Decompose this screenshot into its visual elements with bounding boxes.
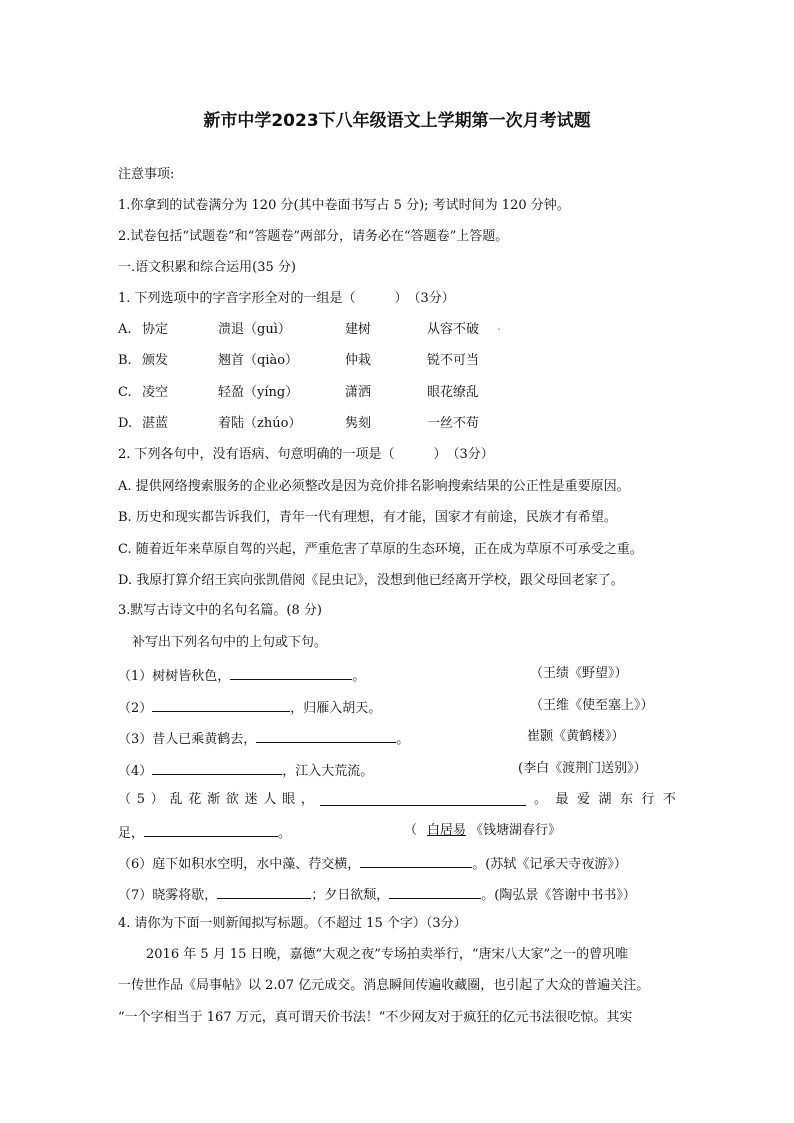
q1-option-word: 溃退（guì） xyxy=(218,322,291,337)
q1-option-word: 建树 xyxy=(345,322,372,337)
q3-source-1: （王绩《野望》） xyxy=(530,666,628,681)
line-text: 。(陶弘景《答谢中书书》） xyxy=(481,888,636,903)
line-text: （4） xyxy=(118,764,153,779)
q3-line-4 xyxy=(118,760,373,781)
q1-option-word: 潇洒 xyxy=(345,385,372,400)
q2-stem: 2. 下列各句中，没有语病、句意明确的一项是（ ） （3分） xyxy=(118,447,494,462)
q1-option-word: 翘首（qiào） xyxy=(218,353,299,368)
q2-option: A. 提供网络搜索服务的企业必须整改是因为竞价排名影响搜索结果的公正性是重要原因。 xyxy=(118,479,630,494)
answer-blank[interactable] xyxy=(389,884,481,899)
q3-source-4: (李白《渡荆门送别》） xyxy=(518,761,647,776)
notice-item-1: 1.你拿到的试卷满分为 120 分(其中卷面书写占 5 分); 考试时间为 120 分钟。 xyxy=(118,198,570,213)
char: 渐 xyxy=(207,792,221,807)
q1-option-word: 隽刻 xyxy=(345,416,372,431)
q3-line-1 xyxy=(118,665,365,686)
char: 5 xyxy=(136,792,146,807)
char: 不 xyxy=(662,792,676,807)
q1-option-word: 锐不可当 xyxy=(427,353,480,368)
q1-option-mark: . xyxy=(497,319,502,334)
q3-source-3: 崔颢《黄鹤楼》） xyxy=(527,729,625,744)
line-text: 。 xyxy=(396,732,410,747)
answer-blank[interactable] xyxy=(320,791,526,806)
q1-option-word: 颁发 xyxy=(142,353,169,368)
answer-blank[interactable] xyxy=(144,822,278,837)
q3-instruction: 补写出下列名句中的上句或下句。 xyxy=(132,635,328,650)
char: 乱 xyxy=(169,792,183,807)
q1-option-word: 湛蓝 xyxy=(142,416,169,431)
q1-option-label: D. xyxy=(118,416,133,431)
q1-option-word: 凌空 xyxy=(142,385,169,400)
line-text: （2） xyxy=(118,701,153,716)
page-title: 新市中学2023下八年级语文上学期第一次月考试题 xyxy=(203,111,591,131)
q4-stem: 4. 请你为下面一则新闻拟写标题。（不超过 15 个字）（3分） xyxy=(118,916,467,931)
section-heading: 一.语文积累和综合运用(35 分) xyxy=(118,260,296,275)
line-text: ，江入大荒流。 xyxy=(282,764,374,779)
q2-option: C. 随着近年来草原自驾的兴起，严重危害了草原的生态环境，正在成为草原不可承受之重。 xyxy=(118,542,643,557)
line-text: （1）树树皆秋色， xyxy=(118,669,231,684)
q1-option-word: 眼花缭乱 xyxy=(427,385,480,400)
char: 欲 xyxy=(225,792,239,807)
q1-option-label: A. xyxy=(118,322,132,337)
q3-line-5a xyxy=(118,791,314,809)
char: ， xyxy=(300,792,314,807)
q3-source-2: （王维《使至塞上》） xyxy=(530,698,654,713)
paren: （ xyxy=(404,823,418,838)
char: 湖 xyxy=(598,792,612,807)
work: 《钱塘湖春行》 xyxy=(470,823,562,838)
char: 行 xyxy=(641,792,655,807)
q1-stem: 1. 下列选项中的字音字形全对的一组是（ ） （3分） xyxy=(118,291,455,306)
q1-option-word: 仲栽 xyxy=(345,353,372,368)
q1-option-label: C. xyxy=(118,385,132,400)
char: 。 xyxy=(534,792,548,807)
char: 人 xyxy=(263,792,277,807)
char: 最 xyxy=(555,792,569,807)
answer-blank[interactable] xyxy=(230,665,352,680)
line-text: 足， xyxy=(118,826,145,841)
char: ） xyxy=(150,792,164,807)
answer-blank[interactable] xyxy=(152,760,282,775)
q1-option-word: 从容不破 xyxy=(427,322,480,337)
answer-blank[interactable] xyxy=(152,697,290,712)
char: 迷 xyxy=(244,792,258,807)
q3-line-3 xyxy=(118,728,409,749)
line-text: （7）晓雾将歇， xyxy=(118,888,218,903)
q3-line-6 xyxy=(118,853,627,874)
notice-item-2: 2.试卷包括“试题卷”和“答题卷”两部分，请务必在“答题卷”上答题。 xyxy=(118,229,509,244)
q4-paragraph-line: 2016 年 5 月 15 日晚，嘉德“大观之夜”专场拍卖举行，“唐宋八大家”之一的曾巩唯 xyxy=(146,947,629,962)
char: 花 xyxy=(188,792,202,807)
q1-option-word: 协定 xyxy=(142,322,169,337)
answer-blank[interactable] xyxy=(256,728,396,743)
line-text: （6）庭下如积水空明，水中藻、荇交横， xyxy=(118,857,361,872)
author: 白居易 xyxy=(427,823,467,838)
line-text: 。(苏轼《记承天寺夜游》） xyxy=(472,857,627,872)
q3-line-2 xyxy=(118,697,381,718)
char: 眼 xyxy=(282,792,296,807)
q4-paragraph-line: 一传世作品《局事帖》以 2.07 亿元成交。消息瞬间传遍收藏圈，也引起了大众的普遍关注。 xyxy=(118,978,650,993)
line-text: 。 xyxy=(278,826,292,841)
q2-option: D. 我原打算介绍王宾向张凯借阅《昆虫记》，没想到他已经离开学校，跟父母回老家了。 xyxy=(118,573,624,588)
line-text: （3）昔人已乘黄鹤去， xyxy=(118,732,257,747)
q3-source-5 xyxy=(404,822,561,840)
q1-option-word: 一丝不苟 xyxy=(427,416,480,431)
q1-option-word: 着陆（zhúo） xyxy=(218,416,302,431)
q3-line-5b xyxy=(118,822,291,843)
line-text: 。 xyxy=(352,669,366,684)
q1-option-label: B. xyxy=(118,353,132,368)
q1-option-word: 轻盈（yíng） xyxy=(218,385,299,400)
q4-paragraph-line: “一个字相当于 167 万元，真可谓天价书法！”不少网友对于疯狂的亿元书法很吃惊。其实 xyxy=(118,1010,633,1025)
q3-line-7 xyxy=(118,884,636,905)
line-text: ，归雁入胡天。 xyxy=(290,701,382,716)
notice-heading: 注意事项: xyxy=(118,167,175,182)
char: 爱 xyxy=(576,792,590,807)
q2-option: B. 历史和现实都告诉我们，青年一代有理想，有才能，国家才有前途，民族才有希望。 xyxy=(118,510,617,525)
char: （ xyxy=(118,792,132,807)
line-text: ；夕日欲颓， xyxy=(311,888,390,903)
q3-line-5a-end xyxy=(534,791,676,809)
answer-blank[interactable] xyxy=(360,853,472,868)
answer-blank[interactable] xyxy=(217,884,311,899)
q3-stem: 3.默写古诗文中的名句名篇。(8 分) xyxy=(118,603,322,618)
char: 东 xyxy=(619,792,633,807)
